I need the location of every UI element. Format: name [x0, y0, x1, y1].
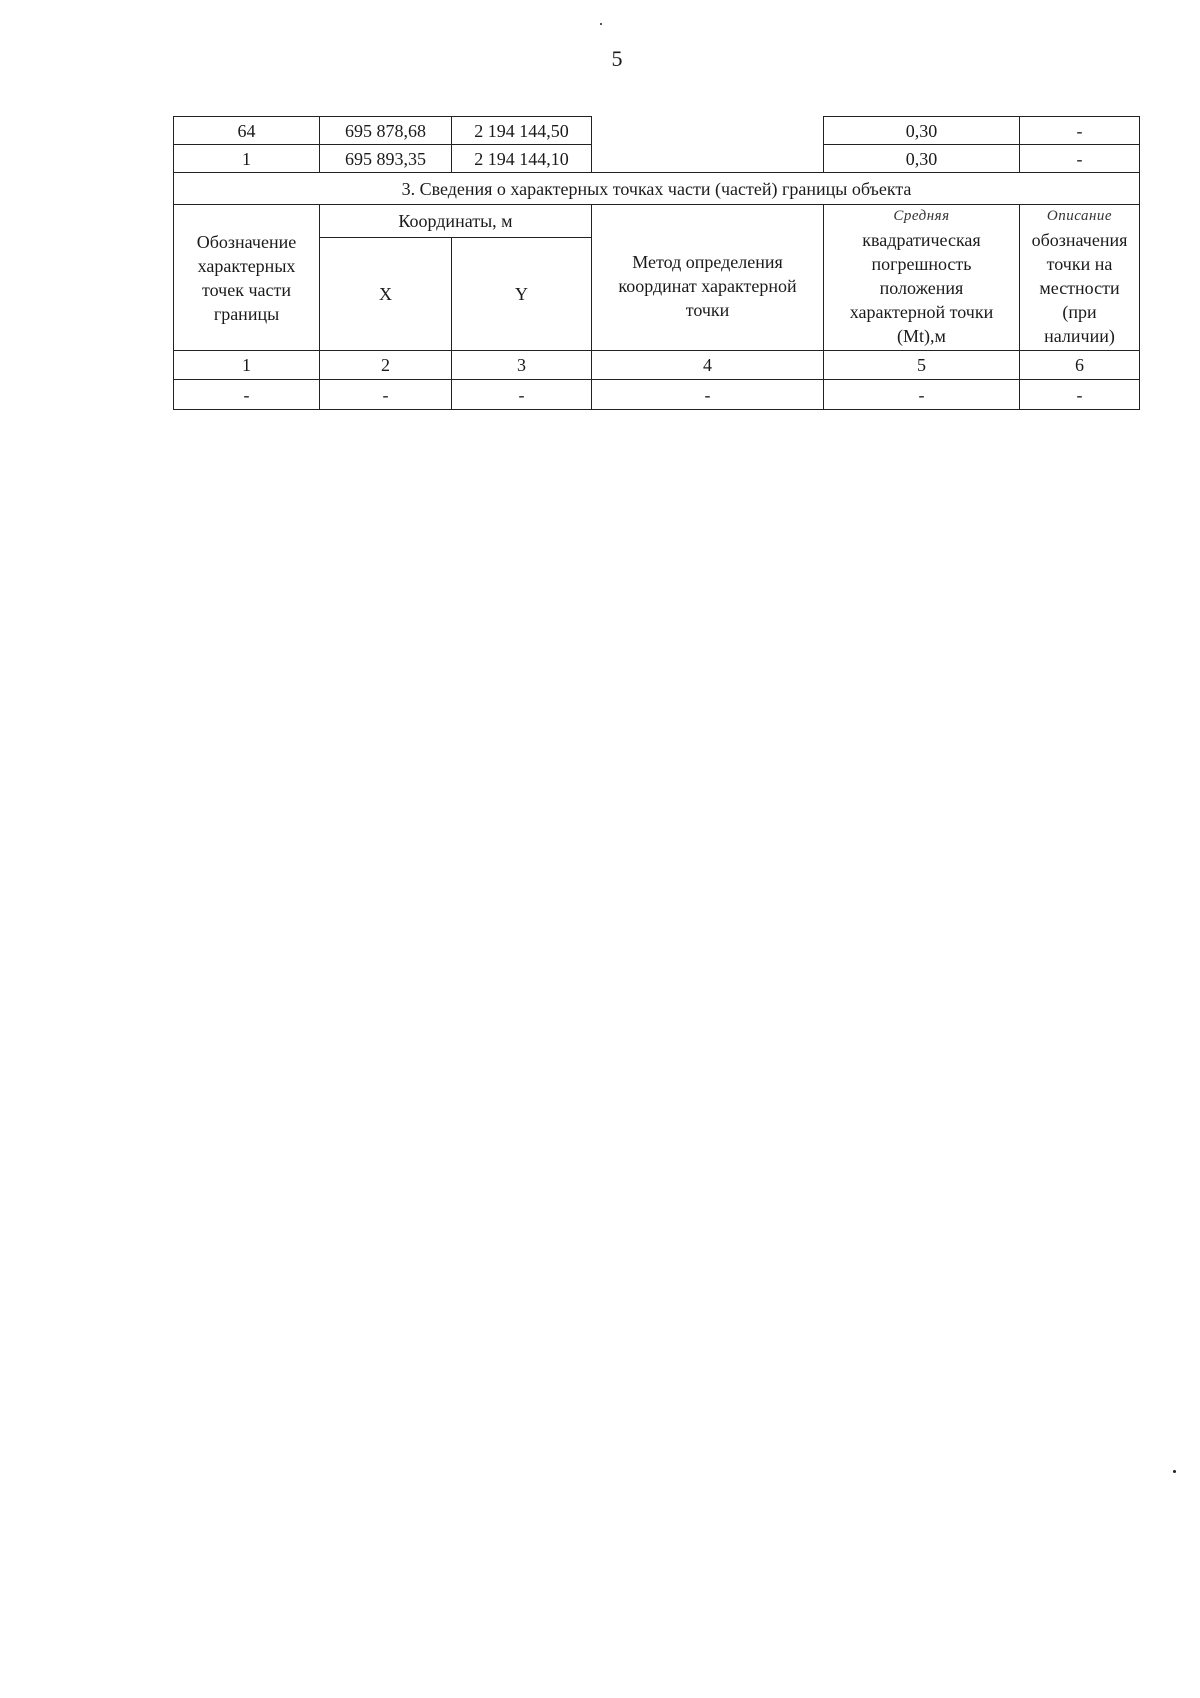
page-number: 5: [611, 46, 623, 71]
x-cell: 695 878,68: [320, 117, 452, 145]
y-cell: 2 194 144,50: [452, 117, 592, 145]
description-cell: -: [1020, 117, 1140, 145]
header-error: Средняя квадратическая погрешность положения характерной точки (Mt),м: [824, 205, 1020, 351]
header-method: Метод определения координат характерной точки: [592, 205, 824, 351]
header-coordinates: Координаты, м: [320, 205, 592, 238]
data-cell: -: [320, 380, 452, 410]
column-number-row: [174, 351, 1140, 380]
column-number: 5: [824, 351, 1020, 380]
table-row: [174, 117, 1140, 145]
column-number: 1: [174, 351, 320, 380]
boundary-points-table: [173, 116, 1140, 410]
description-cell: -: [1020, 145, 1140, 173]
point-cell: 1: [174, 145, 320, 173]
column-number: 4: [592, 351, 824, 380]
point-cell: 64: [174, 117, 320, 145]
column-number: 3: [452, 351, 592, 380]
x-cell: 695 893,35: [320, 145, 452, 173]
data-cell: -: [452, 380, 592, 410]
header-point-designation: Обозначение характерных точек части границы: [174, 205, 320, 351]
table-row: [174, 380, 1140, 410]
scan-speck: [600, 23, 602, 25]
header-y: Y: [452, 238, 592, 351]
header-row: [174, 205, 1140, 238]
column-number: 2: [320, 351, 452, 380]
header-x: X: [320, 238, 452, 351]
header-description: Описание обозначения точки на местности (при наличии): [1020, 205, 1140, 351]
section-title: 3. Сведения о характерных точках части (частей) границы объекта: [174, 173, 1140, 205]
error-cell: 0,30: [824, 117, 1020, 145]
data-cell: -: [824, 380, 1020, 410]
error-cell: 0,30: [824, 145, 1020, 173]
empty-method-cell: [592, 117, 824, 173]
column-number: 6: [1020, 351, 1140, 380]
y-cell: 2 194 144,10: [452, 145, 592, 173]
scan-speck: [1173, 1470, 1176, 1473]
data-cell: -: [174, 380, 320, 410]
section-title-row: [174, 173, 1140, 205]
data-cell: -: [1020, 380, 1140, 410]
data-cell: -: [592, 380, 824, 410]
